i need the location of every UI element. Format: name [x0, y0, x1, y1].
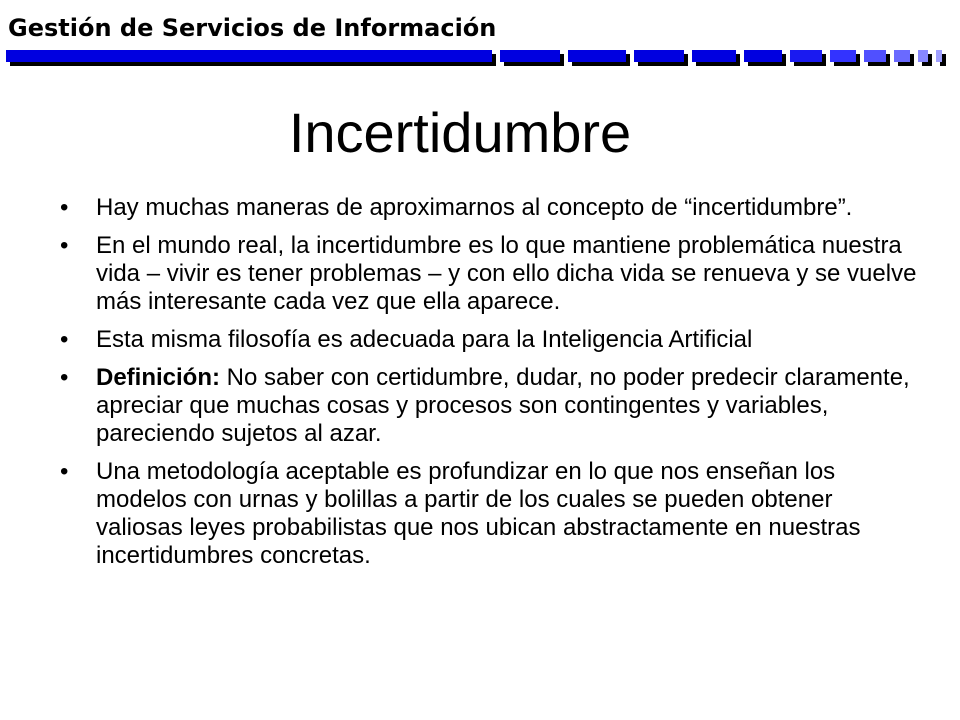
bar-segment — [744, 50, 786, 66]
bar-segment — [894, 50, 914, 66]
bullet-item — [60, 458, 920, 570]
bar-segment — [830, 50, 860, 66]
bar-segment — [790, 50, 826, 66]
bar-segment — [918, 50, 932, 66]
bar-segment — [692, 50, 740, 66]
bullet-item — [60, 364, 920, 448]
bar-segment — [864, 50, 890, 66]
bar-segment — [568, 50, 630, 66]
bullet-text: Esta misma filosofía es adecuada para la Inteligencia Artificial — [96, 326, 753, 353]
bar-segment — [500, 50, 564, 66]
header-title: Gestión de Servicios de Información — [8, 14, 497, 42]
bullet-text: No saber con certidumbre, dudar, no poder predecir claramente, apreciar que muchas cosas y procesos son contingentes y variables, pareciendo sujetos al azar. — [96, 364, 910, 447]
bar-segment — [6, 50, 496, 66]
bullet-icon: • — [60, 232, 69, 259]
bullet-icon: • — [60, 458, 69, 485]
bullet-item — [60, 194, 920, 222]
bullet-icon: • — [60, 194, 69, 221]
bullet-list — [60, 194, 920, 580]
definition-label: Definición: — [96, 364, 220, 391]
bullet-icon: • — [60, 364, 69, 391]
bullet-text: Hay muchas maneras de aproximarnos al concepto de “incertidumbre”. — [96, 194, 853, 221]
bar-segment — [936, 50, 946, 66]
bar-segment — [634, 50, 688, 66]
bullet-text: En el mundo real, la incertidumbre es lo que mantiene problemática nuestra vida – vivir es tener problemas – y con ello dicha vida se renueva y se vuelve más interesante cada vez que ella aparece. — [96, 232, 917, 315]
bullet-text: Una metodología aceptable es profundizar en lo que nos enseñan los modelos con urnas y bolillas a partir de los cuales se pueden obtener valiosas leyes probabilistas que nos ubican abstractamente en nuestras incertidumbres concretas. — [96, 458, 861, 569]
bullet-icon: • — [60, 326, 69, 353]
bullet-item — [60, 326, 920, 354]
slide-title: Incertidumbre — [288, 101, 632, 164]
header-decorative-bar — [6, 50, 946, 66]
bullet-item — [60, 232, 920, 316]
